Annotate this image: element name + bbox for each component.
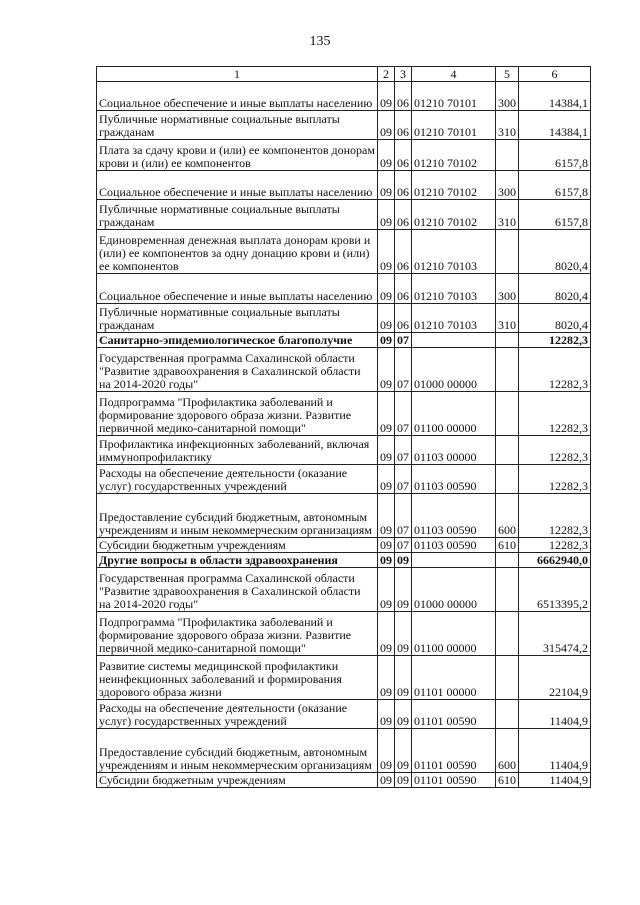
row-amount: 6513395,2 <box>519 568 591 612</box>
row-section: 09 <box>378 82 395 111</box>
row-target-article <box>412 553 496 568</box>
table-row <box>97 656 591 700</box>
row-subsection: 07 <box>395 465 412 494</box>
row-section: 09 <box>378 773 395 788</box>
row-target-article: 01101 00590 <box>412 700 496 729</box>
row-name: Субсидии бюджетным учреждениям <box>97 538 378 553</box>
row-name: Публичные нормативные социальные выплаты гражданам <box>97 200 378 230</box>
table-row <box>97 140 591 171</box>
row-amount: 12282,3 <box>519 333 591 348</box>
row-target-article: 01101 00590 <box>412 729 496 773</box>
table-row <box>97 171 591 200</box>
budget-table <box>96 66 591 788</box>
table-row <box>97 553 591 568</box>
row-section: 09 <box>378 612 395 656</box>
row-expense-type: 310 <box>496 304 519 333</box>
row-amount: 11404,9 <box>519 700 591 729</box>
row-expense-type <box>496 436 519 465</box>
row-name: Расходы на обеспечение деятельности (оказание услуг) государственных учреждений <box>97 465 378 494</box>
column-header: 5 <box>496 67 519 82</box>
row-target-article: 01210 70103 <box>412 230 496 274</box>
row-name: Единовременная денежная выплата донорам крови и (или) ее компонентов за одну донацию крови и (или) ее компонентов <box>97 230 378 274</box>
row-subsection: 06 <box>395 274 412 304</box>
row-amount: 315474,2 <box>519 612 591 656</box>
row-expense-type <box>496 230 519 274</box>
table-row <box>97 200 591 230</box>
row-name: Социальное обеспечение и иные выплаты населению <box>97 274 378 304</box>
row-expense-type: 300 <box>496 171 519 200</box>
row-section: 09 <box>378 274 395 304</box>
row-expense-type <box>496 140 519 171</box>
table-row <box>97 465 591 494</box>
table-row <box>97 333 591 348</box>
row-name: Профилактика инфекционных заболеваний, включая иммунопрофилактику <box>97 436 378 465</box>
row-expense-type: 310 <box>496 111 519 140</box>
row-name: Социальное обеспечение и иные выплаты населению <box>97 82 378 111</box>
row-section: 09 <box>378 538 395 553</box>
row-name: Плата за сдачу крови и (или) ее компонентов донорам крови и (или) ее компонентов <box>97 140 378 171</box>
row-section: 09 <box>378 700 395 729</box>
row-section: 09 <box>378 465 395 494</box>
row-amount: 12282,3 <box>519 538 591 553</box>
row-expense-type <box>496 700 519 729</box>
row-name: Подпрограмма "Профилактика заболеваний и формирование здорового образа жизни. Развитие первичной медико-санитарной помощи" <box>97 392 378 436</box>
row-subsection: 09 <box>395 553 412 568</box>
table-row <box>97 436 591 465</box>
row-expense-type: 310 <box>496 200 519 230</box>
row-target-article: 01103 00000 <box>412 436 496 465</box>
row-expense-type: 610 <box>496 538 519 553</box>
table-header-row <box>97 67 591 82</box>
row-expense-type: 300 <box>496 82 519 111</box>
row-name: Социальное обеспечение и иные выплаты населению <box>97 171 378 200</box>
row-section: 09 <box>378 111 395 140</box>
row-target-article <box>412 333 496 348</box>
row-subsection: 09 <box>395 700 412 729</box>
row-amount: 6157,8 <box>519 200 591 230</box>
row-target-article: 01100 00000 <box>412 612 496 656</box>
row-section: 09 <box>378 553 395 568</box>
row-name: Субсидии бюджетным учреждениям <box>97 773 378 788</box>
table-row <box>97 773 591 788</box>
row-amount: 22104,9 <box>519 656 591 700</box>
row-subsection: 06 <box>395 140 412 171</box>
row-target-article: 01210 70102 <box>412 200 496 230</box>
row-amount: 14384,1 <box>519 82 591 111</box>
page-number: 135 <box>309 34 331 49</box>
table-row <box>97 304 591 333</box>
row-expense-type <box>496 392 519 436</box>
row-amount: 11404,9 <box>519 729 591 773</box>
row-expense-type <box>496 568 519 612</box>
row-expense-type: 300 <box>496 274 519 304</box>
table-row <box>97 568 591 612</box>
row-name: Предоставление субсидий бюджетным, автономным учреждениям и иным некоммерческим организациям <box>97 729 378 773</box>
row-amount: 12282,3 <box>519 392 591 436</box>
row-subsection: 07 <box>395 348 412 392</box>
table-row <box>97 82 591 111</box>
row-subsection: 06 <box>395 171 412 200</box>
row-name: Санитарно-эпидемиологическое благополучие <box>97 333 378 348</box>
row-amount: 6157,8 <box>519 140 591 171</box>
table-row <box>97 612 591 656</box>
row-subsection: 07 <box>395 538 412 553</box>
row-target-article: 01210 70102 <box>412 140 496 171</box>
row-amount: 6662940,0 <box>519 553 591 568</box>
row-name: Развитие системы медицинской профилактики неинфекционных заболеваний и формирования здорового образа жизни <box>97 656 378 700</box>
row-target-article: 01000 00000 <box>412 568 496 612</box>
row-target-article: 01103 00590 <box>412 538 496 553</box>
row-subsection: 09 <box>395 656 412 700</box>
row-section: 09 <box>378 140 395 171</box>
table-row <box>97 230 591 274</box>
row-name: Предоставление субсидий бюджетным, автономным учреждениям и иным некоммерческим организациям <box>97 494 378 538</box>
row-expense-type: 600 <box>496 729 519 773</box>
row-target-article: 01103 00590 <box>412 465 496 494</box>
row-section: 09 <box>378 230 395 274</box>
row-amount: 12282,3 <box>519 465 591 494</box>
row-target-article: 01210 70103 <box>412 304 496 333</box>
row-subsection: 09 <box>395 612 412 656</box>
row-subsection: 09 <box>395 568 412 612</box>
row-expense-type: 610 <box>496 773 519 788</box>
row-target-article: 01000 00000 <box>412 348 496 392</box>
row-section: 09 <box>378 304 395 333</box>
row-subsection: 06 <box>395 304 412 333</box>
row-subsection: 09 <box>395 729 412 773</box>
row-subsection: 06 <box>395 230 412 274</box>
row-expense-type <box>496 553 519 568</box>
row-target-article: 01210 70103 <box>412 274 496 304</box>
row-expense-type <box>496 656 519 700</box>
row-subsection: 09 <box>395 773 412 788</box>
row-name: Подпрограмма "Профилактика заболеваний и формирование здорового образа жизни. Развитие первичной медико-санитарной помощи" <box>97 612 378 656</box>
row-subsection: 07 <box>395 333 412 348</box>
row-section: 09 <box>378 494 395 538</box>
row-section: 09 <box>378 171 395 200</box>
row-amount: 12282,3 <box>519 348 591 392</box>
column-header: 2 <box>378 67 395 82</box>
row-expense-type: 600 <box>496 494 519 538</box>
row-subsection: 07 <box>395 436 412 465</box>
row-section: 09 <box>378 333 395 348</box>
row-amount: 8020,4 <box>519 304 591 333</box>
row-amount: 14384,1 <box>519 111 591 140</box>
row-target-article: 01210 70102 <box>412 171 496 200</box>
row-amount: 8020,4 <box>519 230 591 274</box>
table-row <box>97 392 591 436</box>
row-amount: 12282,3 <box>519 436 591 465</box>
row-subsection: 06 <box>395 82 412 111</box>
row-subsection: 07 <box>395 392 412 436</box>
row-expense-type <box>496 465 519 494</box>
row-target-article: 01210 70101 <box>412 111 496 140</box>
column-header: 3 <box>395 67 412 82</box>
row-name: Публичные нормативные социальные выплаты гражданам <box>97 111 378 140</box>
row-section: 09 <box>378 200 395 230</box>
column-header: 4 <box>412 67 496 82</box>
table-row <box>97 729 591 773</box>
row-name: Государственная программа Сахалинской области "Развитие здравоохранения в Сахалинской области на 2014-2020 годы" <box>97 348 378 392</box>
table-row <box>97 494 591 538</box>
row-subsection: 06 <box>395 200 412 230</box>
row-expense-type <box>496 612 519 656</box>
row-amount: 6157,8 <box>519 171 591 200</box>
table-row <box>97 111 591 140</box>
row-subsection: 07 <box>395 494 412 538</box>
row-name: Другие вопросы в области здравоохранения <box>97 553 378 568</box>
row-name: Государственная программа Сахалинской области "Развитие здравоохранения в Сахалинской области на 2014-2020 годы" <box>97 568 378 612</box>
row-section: 09 <box>378 729 395 773</box>
row-target-article: 01101 00000 <box>412 656 496 700</box>
row-amount: 11404,9 <box>519 773 591 788</box>
row-section: 09 <box>378 568 395 612</box>
column-header: 1 <box>97 67 378 82</box>
row-amount: 12282,3 <box>519 494 591 538</box>
row-section: 09 <box>378 436 395 465</box>
column-header: 6 <box>519 67 591 82</box>
row-name: Расходы на обеспечение деятельности (оказание услуг) государственных учреждений <box>97 700 378 729</box>
row-section: 09 <box>378 392 395 436</box>
row-expense-type <box>496 333 519 348</box>
table-row <box>97 538 591 553</box>
row-expense-type <box>496 348 519 392</box>
row-section: 09 <box>378 656 395 700</box>
row-target-article: 01103 00590 <box>412 494 496 538</box>
table-row <box>97 348 591 392</box>
row-target-article: 01101 00590 <box>412 773 496 788</box>
table-row <box>97 700 591 729</box>
row-name: Публичные нормативные социальные выплаты гражданам <box>97 304 378 333</box>
row-amount: 8020,4 <box>519 274 591 304</box>
table-row <box>97 274 591 304</box>
row-target-article: 01210 70101 <box>412 82 496 111</box>
row-target-article: 01100 00000 <box>412 392 496 436</box>
row-section: 09 <box>378 348 395 392</box>
row-subsection: 06 <box>395 111 412 140</box>
